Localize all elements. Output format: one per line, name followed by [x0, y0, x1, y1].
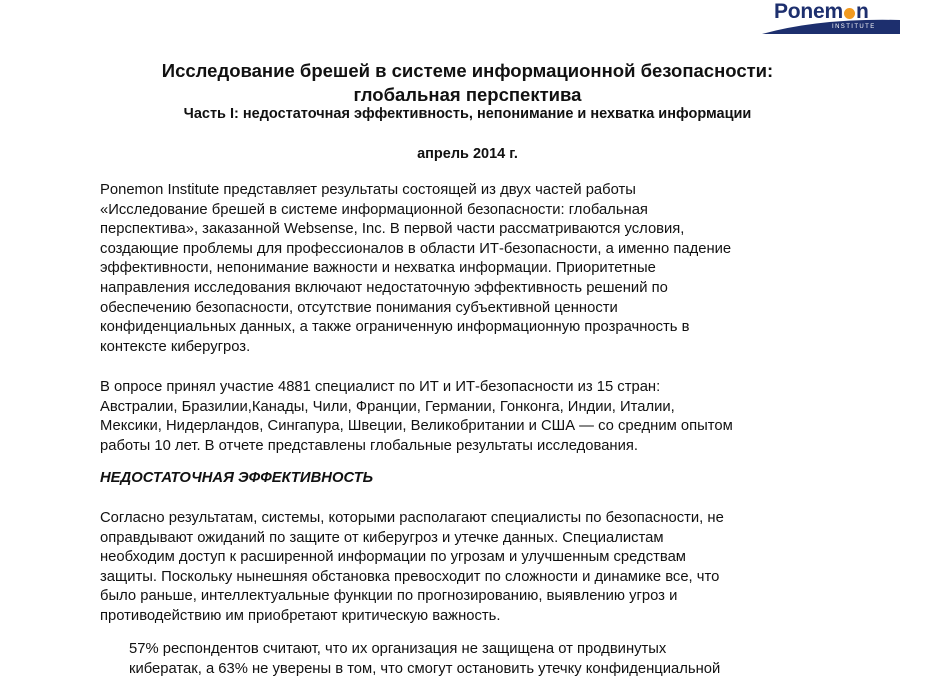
text-line: работы 10 лет. В отчете представлены глобальные результаты исследования.	[100, 437, 638, 454]
logo-subtitle: INSTITUTE	[832, 24, 876, 30]
document-date: апрель 2014 г.	[417, 146, 518, 162]
paragraph-statistic	[129, 640, 859, 679]
text-line: создающие проблемы для профессионалов в области ИТ-безопасности, а именно падение	[100, 240, 732, 257]
text-line: было раньше, интеллектуальные функции по прогнозированию, выявлению угроз и	[100, 588, 678, 605]
text-line: перспектива», заказанной Websense, Inc. В первой части рассматриваются условия,	[100, 221, 685, 238]
text-line: контексте киберугроз.	[100, 338, 251, 355]
section-heading: НЕДОСТАТОЧНАЯ ЭФФЕКТИВНОСТЬ	[100, 470, 374, 486]
paragraph-survey	[100, 378, 830, 456]
ponemon-logo	[760, 0, 902, 38]
text-line: необходим доступ к расширенной информации по угрозам и улучшенным средствам	[100, 549, 686, 566]
text-line: В опросе принял участие 4881 специалист по ИТ и ИТ-безопасности из 15 стран:	[100, 379, 661, 395]
document-subtitle: Часть I: недостаточная эффективность, непонимание и нехватка информации	[183, 106, 752, 122]
text-line: противодействию им приобретают критическую важность.	[100, 607, 501, 624]
text-line: обеспечению безопасности, отсутствие понимания субъективной ценности	[100, 299, 618, 316]
text-line: конфиденциальных данных, а также ограниченную информационную прозрачность в	[100, 319, 690, 336]
document-title-line1: Исследование брешей в системе информационной безопасности:	[161, 60, 774, 81]
text-line: оправдывают ожиданий по защите от киберугроз и утечке данных. Специалистам	[100, 529, 664, 546]
text-line: Согласно результатам, системы, которыми располагают специалисты по безопасности, не	[100, 510, 724, 526]
document-title-line2: глобальная перспектива	[353, 84, 582, 105]
text-line: Ponemon Institute представляет результаты состоящей из двух частей работы	[100, 182, 636, 198]
text-line: защиты. Поскольку нынешняя обстановка превосходит по сложности и динамике все, что	[100, 568, 720, 585]
paragraph-findings	[100, 509, 830, 627]
text-line: «Исследование брешей в системе информационной безопасности: глобальная	[100, 201, 648, 218]
text-line: Австралии, Бразилии,Канады, Чили, Франции, Германии, Гонконга, Индии, Италии,	[100, 398, 675, 415]
logo-orange-o-icon	[844, 8, 855, 19]
text-line: кибератак, а 63% не уверены в том, что смогут остановить утечку конфиденциальной	[129, 660, 721, 677]
text-line: направления исследования включают недостаточную эффективность решений по	[100, 279, 668, 296]
text-line: Мексики, Нидерландов, Сингапура, Швеции, Великобритании и США — со средним опытом	[100, 418, 733, 435]
text-line: 57% респондентов считают, что их организация не защищена от продвинутых	[129, 641, 667, 657]
logo-wordmark: Ponem n	[774, 0, 869, 23]
text-line: эффективности, непонимание важности и нехватка информации. Приоритетные	[100, 260, 656, 277]
paragraph-intro	[100, 181, 830, 357]
